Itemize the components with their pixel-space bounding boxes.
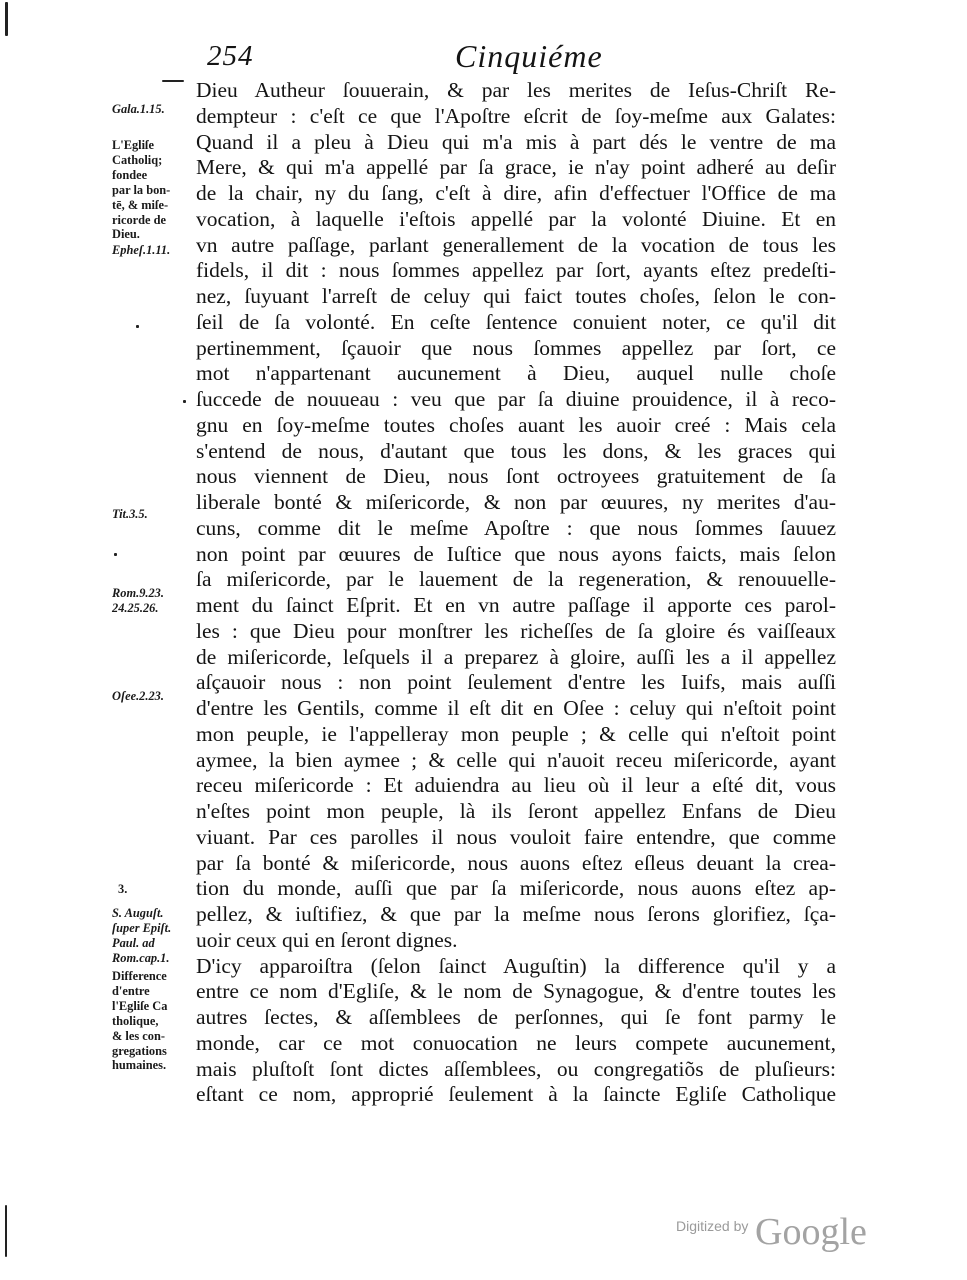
text-line: mais pluſtoſt ſont dictes aſſemblees, ou congregatiõs de pluſieurs:: [196, 1056, 836, 1081]
text-line: de la chair, ny du ſang, c'eſt à dire, afin d'effectuer l'Office de ma: [196, 181, 836, 205]
text-line: mon peuple, ie l'appelleray mon peuple ; & celle qui n'eſtoit point: [196, 721, 836, 746]
text-line: vn autre paſſage, parlant generallement de la vocation de tous les: [196, 232, 836, 257]
text-line: d'entre les Gentils, comme il eſt dit en Oſee : celuy qui n'eſtoit point: [196, 696, 836, 720]
scan-edge-mark: [5, 1205, 7, 1257]
digitized-by-label: Digitized by: [676, 1218, 749, 1234]
scan-dot-mark: [114, 553, 117, 556]
scan-rule-mark: [162, 80, 184, 82]
text-line: viuant. Par ces parolles il nous vouloit faire entendre, que comme: [196, 824, 836, 849]
text-line: D'icy apparoiſtra (ſelon ſainct Auguſtin) la difference qu'il y a: [196, 953, 836, 978]
page-number: 254: [207, 40, 254, 72]
text-line: liberale bonté & miſericorde, & non par œuures, ny merites d'au-: [196, 490, 836, 514]
text-line: pertinemment, ſçauoir que nous ſommes appellez par ſort, ce: [196, 335, 836, 360]
text-line: vocation, à laquelle i'eſtois appellé par la volonté Diuine. Et en: [196, 206, 836, 231]
scan-edge-mark: [5, 2, 8, 36]
text-line: mot n'appartenant aucunement à Dieu, auquel nulle choſe: [196, 361, 836, 386]
margin-note-august: S. Auguſt. ſuper Epiſt. Paul. ad Rom.cap.1.: [112, 906, 172, 965]
text-line: non point par œuures de Iuſtice que nous ayons faicts, mais ſelon: [196, 541, 836, 566]
running-head: Cinquiéme: [455, 38, 603, 74]
text-line: autres ſectes, & aſſemblees de perſonnes, qui ſe font parmy le: [196, 1005, 836, 1029]
text-line: s'entend de nous, d'autant que tous les dons, & les graces qui: [196, 438, 836, 463]
text-line: Mere, & qui m'a appellé par ſa grace, ie n'ay point adheré au deſir: [196, 155, 836, 180]
margin-note-difference: Difference d'entre l'Egliſe Ca tholique, & les con- gregations humaines.: [112, 969, 168, 1073]
text-line: Dieu Autheur ſouuerain, & par les merites de Ieſus-Chriſt Re-: [196, 78, 836, 102]
text-line: nez, ſuyuant l'arreſt de celuy qui faict toutes choſes, ſelon le con-: [196, 284, 836, 308]
margin-note-osee: Oſee.2.23.: [112, 689, 164, 703]
text-line: aſçauoir nous : non point ſeulement d'entre les Iuifs, mais auſſi: [196, 670, 836, 695]
text-line: entre ce nom d'Egliſe, & le nom de Synagogue, & d'entre toutes les: [196, 979, 836, 1004]
margin-note-number: 3.: [118, 882, 128, 896]
text-line: eſtant ce nom, approprié ſeulement à la ſaincte Egliſe Catholique: [196, 1082, 836, 1107]
margin-note-eglise-fondee: L'Egliſe Catholiq; fondee par la bon- tē, & miſe- ricorde de Dieu.: [112, 138, 171, 242]
text-line: nous viennent de Dieu, nous ſont octroyees gratuitement de ſa: [196, 464, 836, 489]
google-logo: Google: [755, 1211, 867, 1253]
text-line: receu miſericorde : Et aduiendra au lieu où il leur a eſté dit, vous: [196, 773, 836, 798]
body-text: [196, 78, 836, 1108]
text-line: ſeil de ſa volonté. En ceſte ſentence conuient noter, ce qu'il dit: [196, 309, 836, 334]
text-line: tion du monde, auſſi que par ſa miſericorde, nous auons eſtez ap-: [196, 876, 836, 901]
text-line: aymee, la bien aymee ; & celle qui n'auoit receu miſericorde, ayant: [196, 747, 836, 772]
margin-note-tit: Tit.3.5.: [112, 507, 148, 521]
text-line: ſa miſericorde, par le lauement de la regeneration, & renouuelle-: [196, 567, 836, 592]
scan-dot-mark: [136, 325, 139, 328]
text-line: ſuccede de nouueau : veu que par ſa diuine prouidence, il à reco-: [196, 387, 836, 411]
text-line: par ſa bonté & miſericorde, nous auons eſtez eſleus deuant la crea-: [196, 850, 836, 875]
text-line: gnu en ſoy-meſme toutes choſes auant les auoir creé : Mais cela: [196, 412, 836, 437]
text-line: dempteur : c'eſt ce que l'Apoſtre eſcrit de ſoy-meſme aux Galates:: [196, 103, 836, 128]
text-line: les : que Dieu pour monſtrer les richeſſes de ſa gloire és vaiſſeaux: [196, 618, 836, 643]
text-line: cuns, comme dit le meſme Apoſtre : que nous ſommes ſauuez: [196, 515, 836, 540]
text-line: ment du ſainct Eſprit. Et en vn autre paſſage il apporte ces parol-: [196, 593, 836, 617]
text-line: Quand il a pleu à Dieu qui m'a mis à part dés le ventre de ma: [196, 129, 836, 154]
scan-dot-mark: [183, 400, 186, 403]
text-line: fidels, il dit : nous ſommes appellez par ſort, ayants eſtez predeſti-: [196, 258, 836, 283]
margin-note-ephes: Epheſ.1.11.: [112, 243, 171, 257]
text-line: pellez, & iuſtifiez, & que par la meſme nous ſerons glorifiez, ſça-: [196, 902, 836, 926]
margin-note-gala: Gala.1.15.: [112, 102, 165, 116]
margin-note-rom: Rom.9.23. 24.25.26.: [112, 586, 164, 615]
text-line: monde, car ce mot conuocation ne leurs compete aucunement,: [196, 1030, 836, 1055]
text-line: de miſericorde, leſquels il a preparez à gloire, auſſi les a il appellez: [196, 644, 836, 669]
text-line: uoir ceux qui en ſeront dignes.: [196, 927, 458, 952]
text-line: n'eſtes point mon peuple, là ils ſeront appellez Enfans de Dieu: [196, 799, 836, 823]
